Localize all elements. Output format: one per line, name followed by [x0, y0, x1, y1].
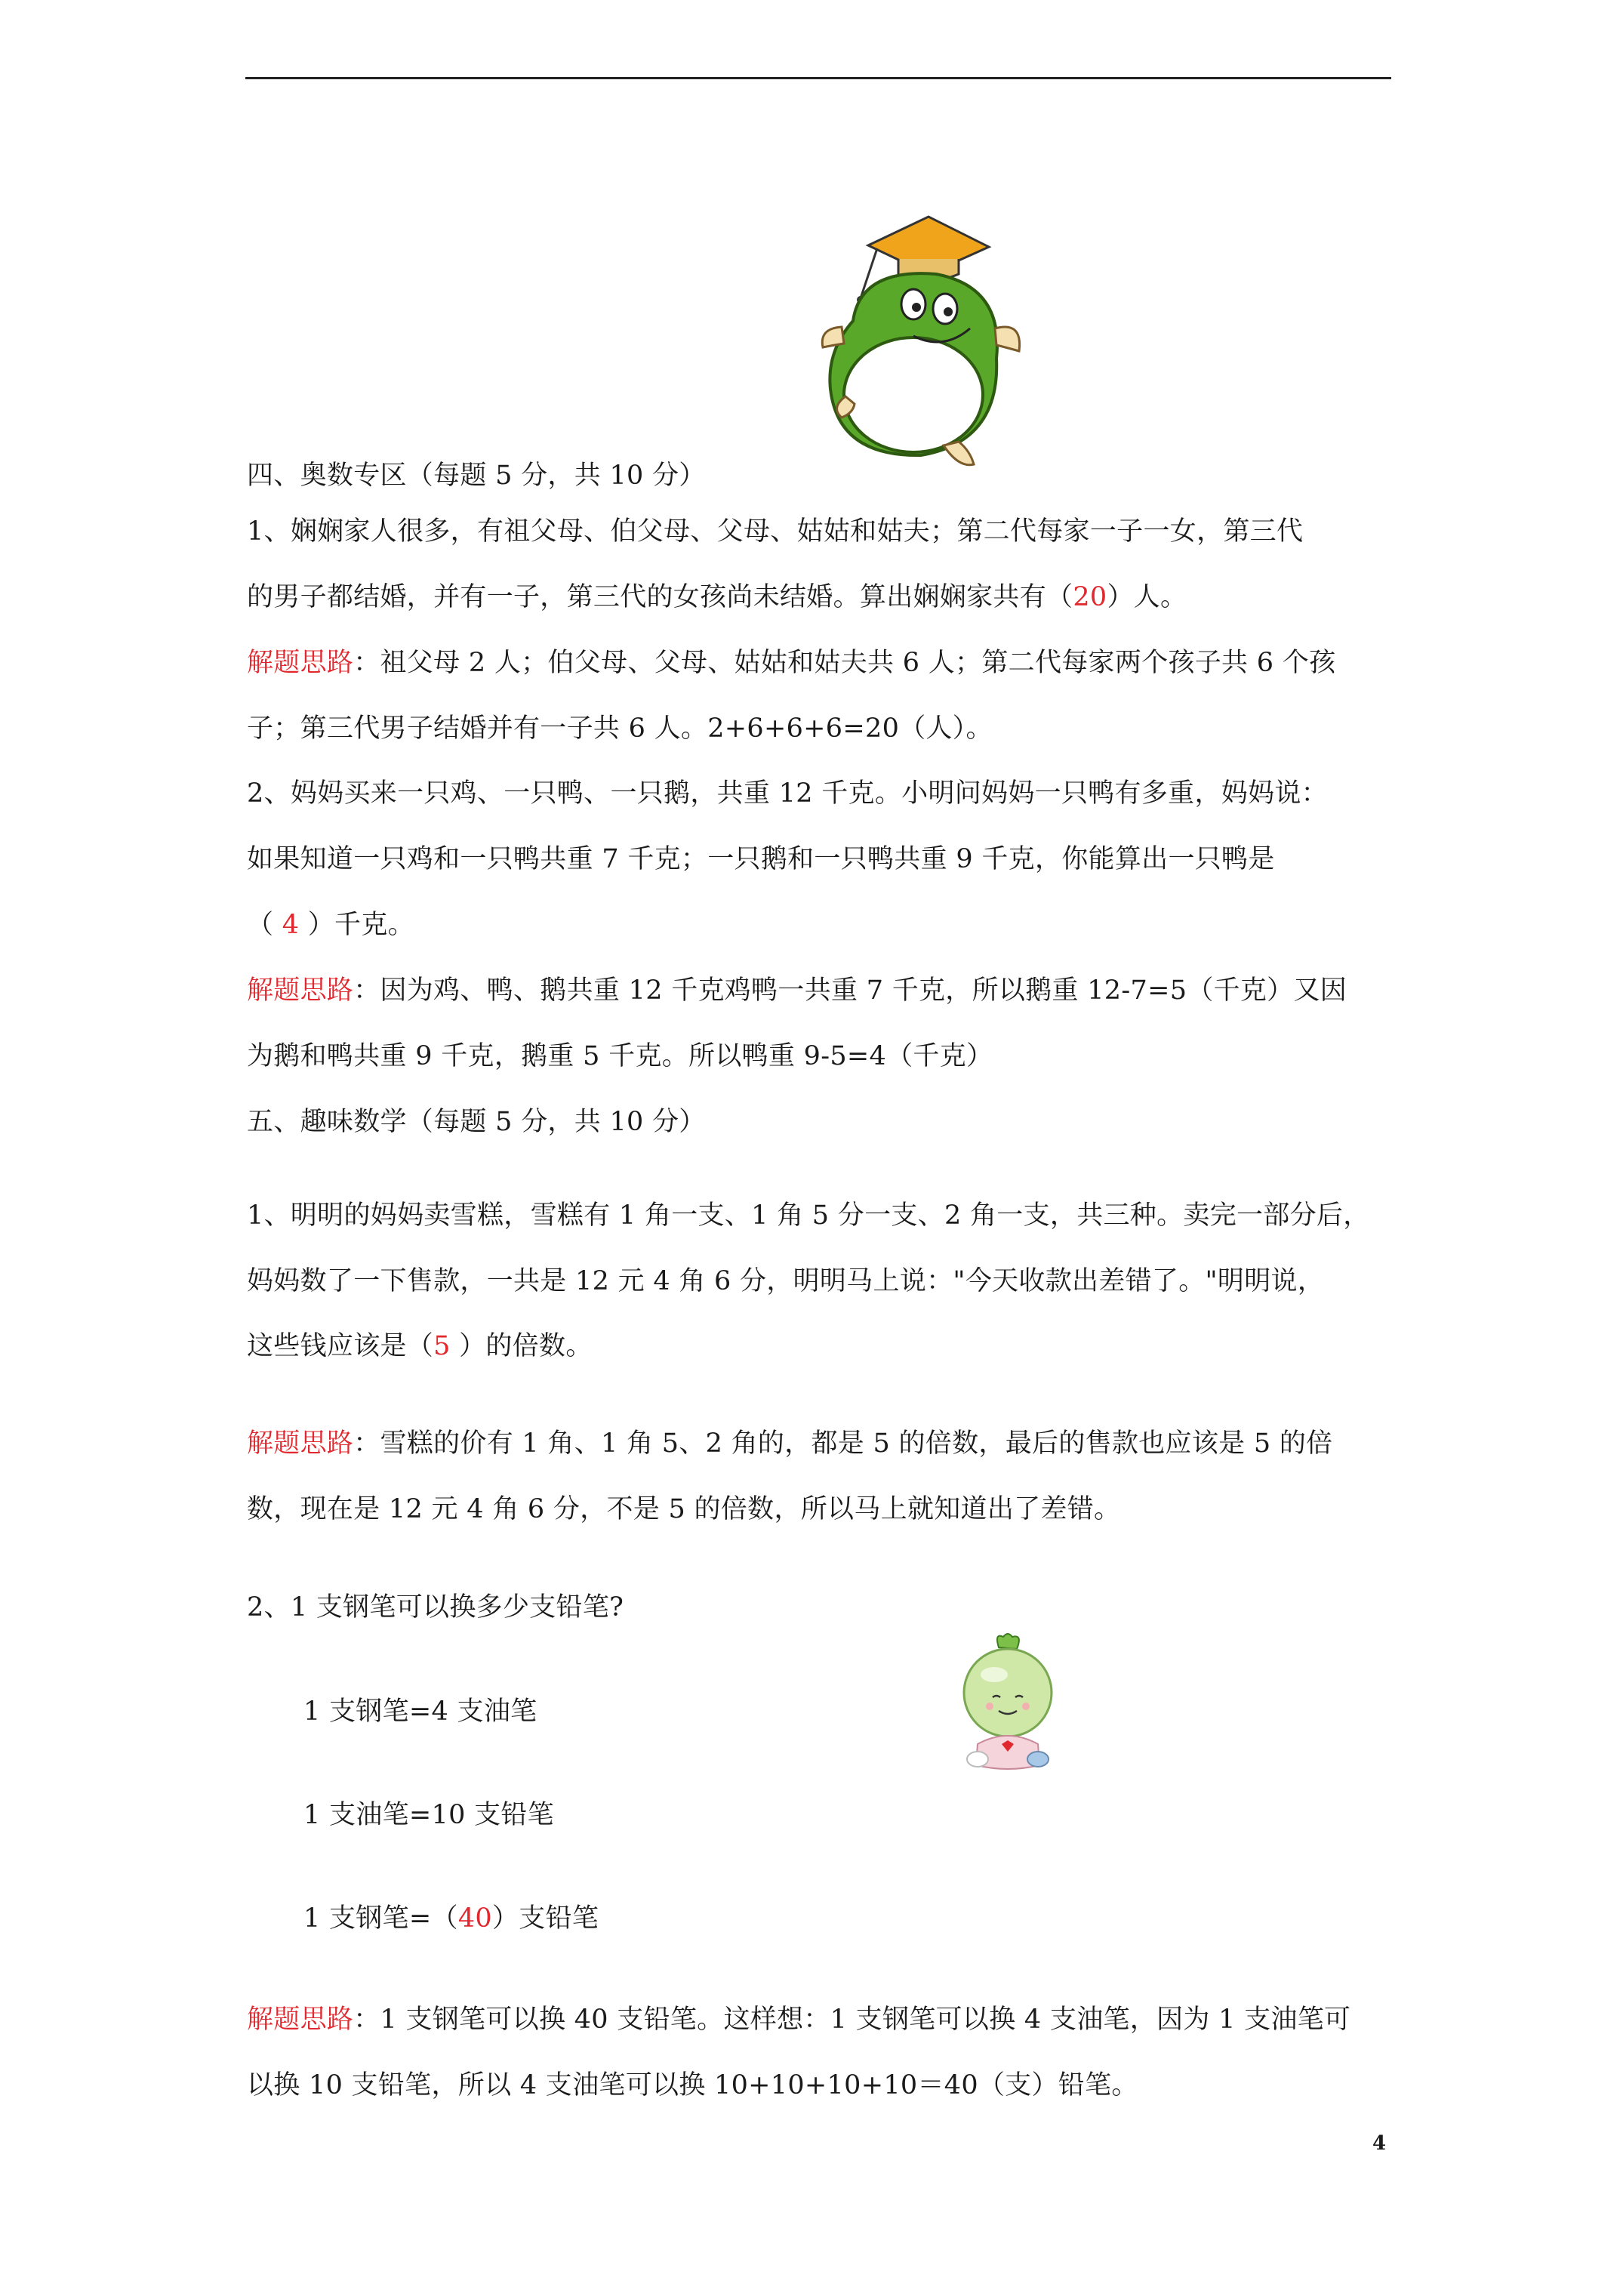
section5-q2-eq3: 1 支钢笔=（40）支铅笔 — [303, 1903, 599, 1934]
answer-value: 40 — [457, 1903, 492, 1934]
section5-q1-hint-line1: 解题思路：雪糕的价有 1 角、1 角 5、2 角的，都是 5 的倍数，最后的售款也应该是 5 的倍 — [247, 1428, 1333, 1459]
section5-q2-eq2: 1 支油笔=10 支铅笔 — [303, 1800, 554, 1830]
answer-value: 4 — [282, 910, 300, 940]
section4-q1-line2: 的男子都结婚，并有一子，第三代的女孩尚未结婚。算出娴娴家共有（20）人。 — [247, 582, 1187, 612]
section5-heading: 五、趣味数学（每题 5 分，共 10 分） — [247, 1107, 706, 1137]
section5-q1-line3: 这些钱应该是（5 ）的倍数。 — [247, 1331, 593, 1361]
section4-q1-line1: 1、娴娴家人很多，有祖父母、伯父母、父母、姑姑和姑夫；第二代每家一子一女，第三代 — [247, 516, 1304, 547]
section4-q1-hint-line1: 解题思路：祖父母 2 人；伯父母、父母、姑姑和姑夫共 6 人；第二代每家两个孩子共 6 个孩 — [247, 648, 1336, 678]
section4-q1-hint-line2: 子；第三代男子结婚并有一子共 6 人。2+6+6+6=20（人）。 — [247, 713, 993, 744]
section5-q1-line2: 妈妈数了一下售款，一共是 12 元 4 角 6 分，明明马上说："今天收款出差错了。"明明说， — [247, 1266, 1325, 1296]
header-rule — [245, 77, 1391, 79]
section4-q2-line3: （ 4 ）千克。 — [247, 910, 414, 940]
section5-q2-eq1: 1 支钢笔=4 支油笔 — [303, 1697, 537, 1727]
section4-q2-hint-line2: 为鹅和鸭共重 9 千克，鹅重 5 千克。所以鸭重 9-5=4（千克） — [247, 1041, 993, 1071]
section5-q1-hint-line2: 数，现在是 12 元 4 角 6 分，不是 5 的倍数，所以马上就知道出了差错。 — [247, 1494, 1121, 1524]
page-number: 4 — [1372, 2132, 1387, 2155]
answer-value: 5 — [433, 1331, 451, 1361]
hint-label: 解题思路 — [247, 975, 354, 1006]
section5-q1-line1: 1、明明的妈妈卖雪糕，雪糕有 1 角一支、1 角 5 分一支、2 角一支，共三种。卖完一部分后， — [247, 1200, 1370, 1231]
section4-q2-line2: 如果知道一只鸡和一只鸭共重 7 千克；一只鹅和一只鸭共重 9 千克，你能算出一只鸭是 — [247, 844, 1275, 874]
section5-q2-hint-line2: 以换 10 支铅笔，所以 4 支油笔可以换 10+10+10+10＝40（支）铅笔。 — [247, 2070, 1138, 2100]
hint-label: 解题思路 — [247, 1428, 354, 1459]
section5-q2-line1: 2、1 支钢笔可以换多少支铅笔? — [247, 1592, 624, 1623]
section4-q2-hint-line1: 解题思路：因为鸡、鸭、鹅共重 12 千克鸡鸭一共重 7 千克，所以鹅重 12-7=5（千克）又因 — [247, 975, 1347, 1006]
section4-q2-line1: 2、妈妈买来一只鸡、一只鸭、一只鹅，共重 12 千克。小明问妈妈一只鸭有多重，妈妈说： — [247, 778, 1328, 809]
section5-q2-hint-line1: 解题思路：1 支钢笔可以换 40 支铅笔。这样想：1 支钢笔可以换 4 支油笔，因为 1 支油笔可 — [247, 2005, 1351, 2035]
hint-label: 解题思路 — [247, 648, 354, 678]
section4-heading: 四、奥数专区（每题 5 分，共 10 分） — [247, 461, 706, 491]
hint-label: 解题思路 — [247, 2005, 354, 2035]
graduate-mascot-icon — [808, 215, 1034, 476]
answer-value: 20 — [1073, 582, 1107, 612]
